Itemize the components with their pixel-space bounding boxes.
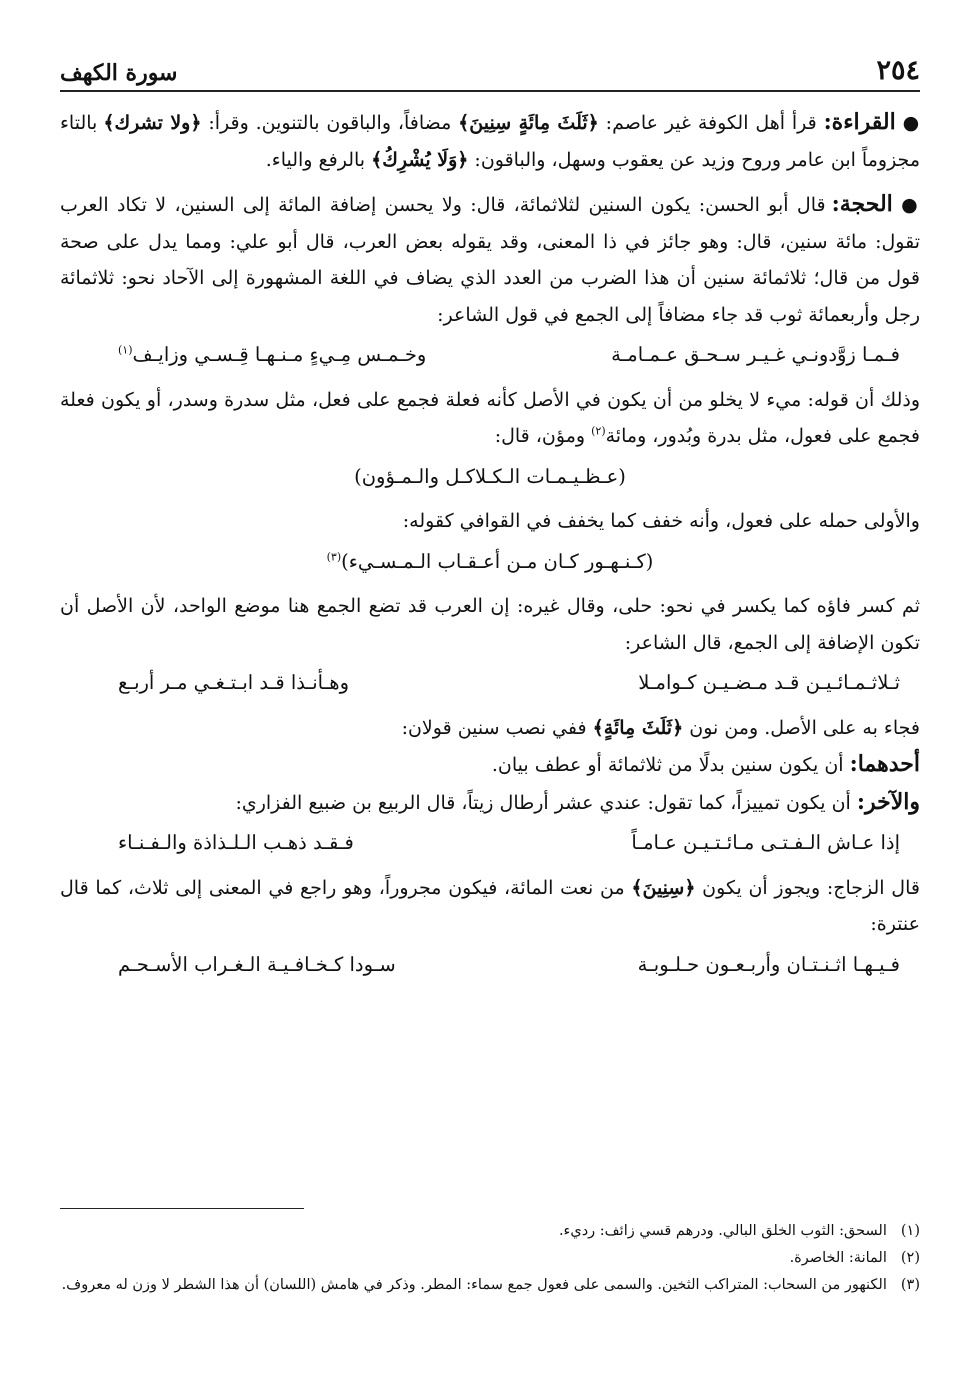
paragraph-text: أن يكون سنين بدلًا من ثلاثمائة أو عطف بيان. (491, 754, 850, 776)
quran-quote: ﴿ثَلَثَ مِائَةٍ﴾ (592, 716, 684, 739)
footnote-ref: (٢) (591, 424, 606, 438)
verse-hemistich-left (118, 337, 426, 374)
paragraph-text: ففي نصب سنين قولان: (401, 716, 593, 739)
footnote-text: الكنهور من السحاب: المتراكب الثخين. والسمى على فعول جمع سماء: المطر. وذكر في هامش (اللسان) أن هذا الشطر لا وزن له معروف. (61, 1277, 887, 1293)
paragraph: ثم كسر فاؤه كما يكسر في نحو: حلى، وقال غيره: إن العرب قد تضع الجمع هنا موضع الواحد، لأن الأصل أن تكون الإضافة إلى الجمع، قال الشاعر: (60, 595, 920, 654)
paragraph-text: وذلك أن قوله: ميء لا يخلو من أن يكون في الأصل كأنه فعلة فجمع على فعل، مثل سدرة وسدر، أو يكون فعلة فجمع على فعول، مثل بدرة وبُدور، ومائة (60, 388, 920, 447)
paragraph-text: فجاء به على الأصل. ومن نون (683, 716, 920, 739)
verse-line (327, 544, 654, 581)
main-text (60, 104, 920, 991)
quran-quote: ﴿وَلَا يُشْرِكُ﴾ (371, 148, 469, 171)
paragraph (60, 382, 920, 455)
page-header (60, 46, 920, 92)
quran-quote: ﴿ولا تشرك﴾ (103, 112, 202, 134)
poetry-verse (60, 665, 920, 702)
quran-quote: ﴿سِنِينَ﴾ (631, 876, 696, 899)
paragraph-text: أن يكون تمييزاً، كما تقول: عندي عشر أرطال زيتاً، قال الربيع بن ضبيع الفزاري: (235, 791, 857, 814)
footnotes (60, 1218, 920, 1299)
poetry-verse (60, 337, 920, 374)
verse-hemistich-text: وخـمـس مِـيءٍ مـنـهـا قِـسـي وزايـف (132, 343, 427, 366)
hujja-paragraph (60, 186, 920, 333)
poetry-verse (60, 544, 920, 581)
footnote (60, 1272, 920, 1299)
bullet-icon: ● (901, 194, 920, 216)
page-number: ٢٥٤ (876, 55, 920, 86)
qiraa-text-1: قرأ أهل الكوفة غير عاصم: (598, 112, 824, 134)
verse-hemistich-left: وهـأنـذا قـد ابـتـغـي مـر أربـع (118, 671, 350, 694)
footnote-ref: (١) (118, 343, 133, 357)
bullet-icon: ● (902, 112, 920, 134)
paragraph-text: قال الزجاج: ويجوز أن يكون (695, 876, 920, 899)
poetry-verse (60, 459, 920, 496)
verse-text: (كـنـهـور كـان مـن أعـقـاب الـمـسـيء) (341, 549, 654, 573)
footnote-text: المانة: الخاصرة. (789, 1250, 887, 1266)
verse-hemistich-right: فـمـا زوَّدونـي غـيـر سـحـق عـمـامـة (611, 343, 900, 366)
verse-hemistich-right: إذا عـاش الـفـتـى مـائـتـيـن عـامـاً (631, 831, 900, 854)
hujja-text: قال أبو الحسن: يكون السنين لثلاثمائة، قال: ولا يحسن إضافة المائة إلى السنين، لا تكاد العرب تقول: مائة سنين، قال: وهو جائز في ذا المعنى، وقد يقوله بعض العرب، قال أبو علي: ومما يدل على صحة قول من قال؛ ثلاثمائة سنين أن هذا الضرب من العدد الذي يضاف في اللغة المشهورة إلى الآحاد نحو: ثلاثمائة رجل وأربعمائة ثوب قد جاء مضافاً إلى الجمع في قول الشاعر: (60, 194, 920, 326)
poetry-verse (60, 825, 920, 862)
hujja-label: الحجة: (831, 191, 893, 217)
footnote-ref: (٣) (326, 550, 342, 563)
verse-hemistich-right: فـيـهـا اثـنـتـان وأربـعـون حـلـوبـة (637, 952, 900, 976)
verse-hemistich-left: سـودا كـخـافـيـة الـغـراب الأسـحـم (118, 952, 396, 976)
surah-title: سورة الكهف (60, 60, 178, 86)
verse-hemistich-right: ثـلاثـمـائـيـن قـد مـضـيـن كـوامـلا (638, 671, 900, 694)
footnote-number: (٢) (900, 1250, 920, 1266)
verse-line: (عـظـيـمـات الـكـلاكـل والـمـؤون) (354, 464, 626, 488)
paragraph (60, 746, 920, 784)
qiraa-label: القراءة: (823, 109, 896, 135)
paragraph: والأولى حمله على فعول، وأنه خفف كما يخفف في القوافي كقوله: (402, 510, 920, 532)
qiraa-text-4: بالرفع والياء. (265, 148, 372, 171)
verse-hemistich-left: فـقـد ذهـب الـلـذاذة والـفـنـاء (118, 831, 354, 854)
footnote (60, 1245, 920, 1272)
qiraa-paragraph (60, 104, 920, 178)
quran-quote: ﴿ثَلَثَ مِائَةٍ سِنِينَ﴾ (458, 112, 599, 134)
qiraa-text-3: بالتاء مجزوماً ابن عامر وروح وزيد عن يعقوب وسهل، والباقون: (60, 112, 920, 171)
first-opinion-label: أحدهما: (849, 751, 920, 777)
paragraph-text: ومؤن، قال: (494, 425, 592, 447)
footnote (60, 1218, 920, 1245)
qiraa-text-2: مضافاً، والباقون بالتنوين. وقرأ: (201, 112, 459, 134)
paragraph (60, 870, 920, 943)
footnote-divider (60, 1208, 304, 1209)
second-opinion-label: والآخر: (856, 788, 920, 815)
footnote-number: (٣) (900, 1277, 920, 1293)
paragraph (60, 784, 920, 822)
footnote-number: (١) (900, 1223, 920, 1239)
paragraph (60, 710, 920, 747)
poetry-verse (60, 947, 920, 984)
footnote-text: السحق: الثوب الخلق البالي. ودرهم قسي زائف: رديء. (558, 1223, 887, 1239)
paragraph-text: من نعت المائة، فيكون مجروراً، وهو راجع في المعنى إلى ثلاث، كما قال عنترة: (60, 876, 920, 935)
